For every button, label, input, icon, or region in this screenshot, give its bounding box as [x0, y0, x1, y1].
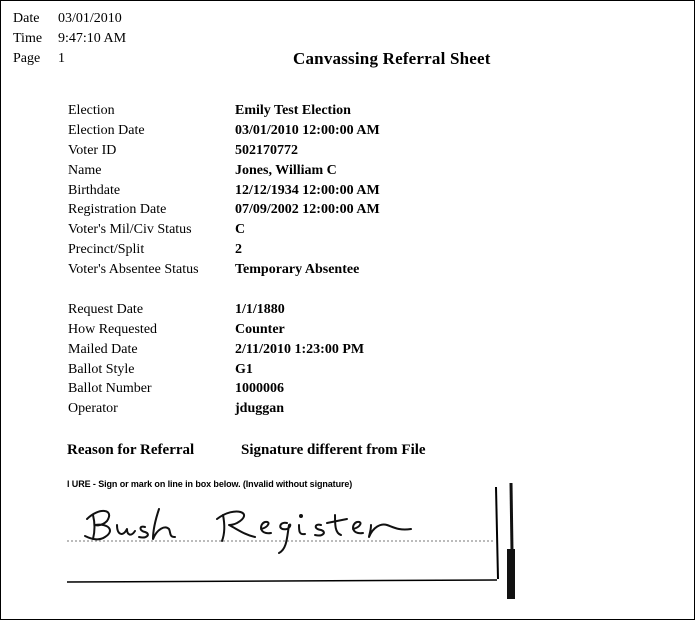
field-label: Ballot Number	[68, 381, 152, 397]
voter-info-group	[68, 101, 380, 280]
report-meta	[13, 9, 126, 69]
time-value: 9:47:10 AM	[58, 31, 127, 46]
field-row	[68, 121, 380, 141]
scan-shadow	[507, 549, 515, 599]
referral-reason: Signature different from File	[241, 442, 426, 458]
handwritten-signature	[85, 509, 411, 553]
field-value: 03/01/2010 12:00:00 AM	[235, 122, 380, 138]
field-label: Ballot Style	[68, 361, 135, 377]
field-label: Mailed Date	[68, 341, 138, 357]
page-label: Page	[13, 51, 41, 66]
field-label: Name	[68, 162, 102, 178]
field-label: Election	[68, 103, 115, 118]
scan-edge	[511, 483, 512, 551]
field-row	[68, 360, 380, 380]
field-row	[68, 240, 380, 260]
field-value: 1000006	[235, 381, 284, 397]
field-row	[68, 340, 380, 360]
field-row	[68, 220, 380, 240]
field-row	[68, 200, 380, 220]
field-value: C	[235, 222, 246, 238]
field-label: Precinct/Split	[68, 242, 145, 258]
field-value: 502170772	[235, 142, 298, 158]
time-label: Time	[13, 31, 43, 46]
box-right-edge	[496, 487, 498, 579]
ballot-info-group	[68, 300, 380, 419]
sheet-title: Canvassing Referral Sheet	[293, 49, 491, 68]
field-label: Voter's Mil/Civ Status	[68, 222, 192, 238]
field-label: Request Date	[68, 301, 144, 317]
field-label: Operator	[68, 401, 118, 417]
referral-row	[67, 442, 426, 459]
field-value: 1/1/1880	[235, 301, 285, 317]
signature-scan	[65, 479, 535, 601]
field-value: Temporary Absentee	[235, 262, 360, 278]
field-label: Registration Date	[68, 202, 167, 218]
field-row	[68, 181, 380, 201]
signature-box	[65, 479, 535, 601]
field-value: jduggan	[235, 401, 285, 417]
field-row	[68, 260, 380, 280]
page-row	[13, 49, 126, 69]
field-value: Counter	[235, 321, 285, 337]
field-value: 2	[235, 242, 242, 258]
field-label: Birthdate	[68, 182, 121, 198]
field-label: Election Date	[68, 122, 145, 138]
field-value: 12/12/1934 12:00:00 AM	[235, 182, 380, 198]
page-number: 1	[58, 51, 65, 66]
field-row	[68, 300, 380, 320]
field-value: 07/09/2002 12:00:00 AM	[235, 202, 380, 218]
field-value: Emily Test Election	[235, 103, 351, 118]
date-row	[13, 9, 126, 29]
field-row	[68, 320, 380, 340]
field-row	[68, 101, 380, 121]
field-value: 2/11/2010 1:23:00 PM	[235, 341, 365, 357]
voter-fields	[68, 101, 380, 419]
field-row	[68, 379, 380, 399]
field-row	[68, 399, 380, 419]
field-label: Voter ID	[68, 142, 117, 158]
group-spacer	[68, 280, 380, 300]
field-row	[68, 161, 380, 181]
referral-label: Reason for Referral	[67, 442, 195, 458]
field-label: Voter's Absentee Status	[68, 262, 199, 278]
field-row	[68, 141, 380, 161]
time-row	[13, 29, 126, 49]
field-value: G1	[235, 361, 253, 377]
field-label: How Requested	[68, 321, 158, 337]
signature-caption: l URE - Sign or mark on line in box below. (Invalid without signature)	[67, 479, 353, 489]
box-bottom-edge	[67, 580, 497, 582]
field-value: Jones, William C	[235, 162, 337, 178]
date-value: 03/01/2010	[58, 11, 122, 26]
date-label: Date	[13, 11, 40, 26]
